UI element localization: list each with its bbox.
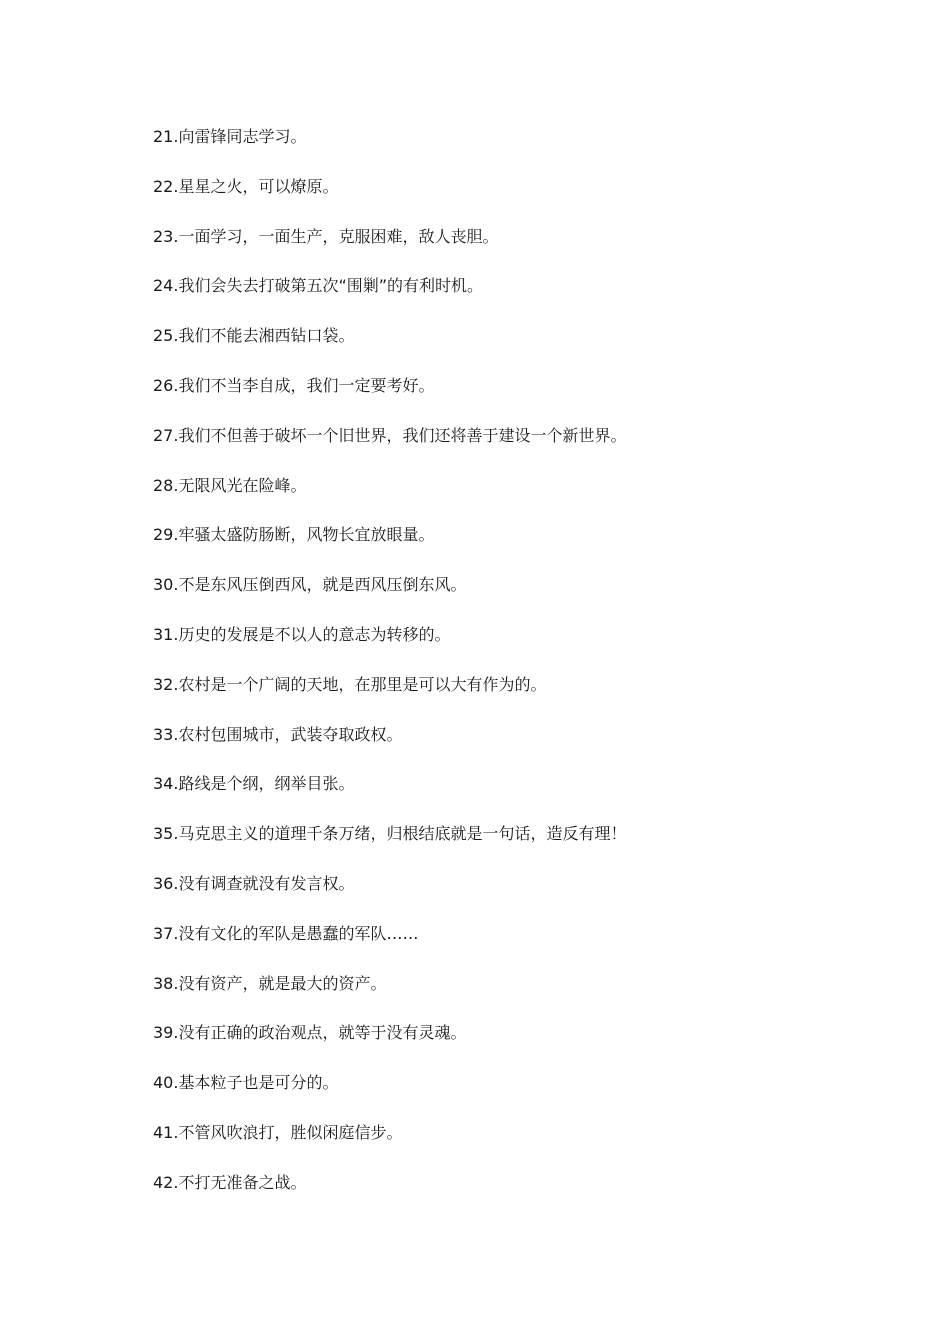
quote-line-34: 34.路线是个纲，纲举目张。 <box>153 774 355 794</box>
quote-line-22: 22.星星之火，可以燎原。 <box>153 176 339 196</box>
quote-line-38: 38.没有资产，就是最大的资产。 <box>153 973 387 993</box>
quote-line-24: 24.我们会失去打破第五次“围剿”的有利时机。 <box>153 276 484 296</box>
quote-line-32: 32.农村是一个广阔的天地，在那里是可以大有作为的。 <box>153 674 547 694</box>
quote-line-28: 28.无限风光在险峰。 <box>153 475 307 495</box>
quote-line-39: 39.没有正确的政治观点，就等于没有灵魂。 <box>153 1023 467 1043</box>
quote-line-21: 21.向雷锋同志学习。 <box>153 127 307 146</box>
quote-line-26: 26.我们不当李自成，我们一定要考好。 <box>153 375 435 395</box>
quote-line-41: 41.不管风吹浪打，胜似闲庭信步。 <box>153 1122 403 1142</box>
quote-line-23: 23.一面学习，一面生产，克服困难，敌人丧胆。 <box>153 226 499 246</box>
quote-line-40: 40.基本粒子也是可分的。 <box>153 1073 339 1093</box>
quote-line-37: 37.没有文化的军队是愚蠢的军队…… <box>153 923 419 943</box>
quote-list <box>153 124 873 1220</box>
quote-line-35: 35.马克思主义的道理千条万绪，归根结底就是一句话，造反有理！ <box>153 824 627 844</box>
quote-line-30: 30.不是东风压倒西风，就是西风压倒东风。 <box>153 575 467 595</box>
quote-line-36: 36.没有调查就没有发言权。 <box>153 873 355 893</box>
quote-line-33: 33.农村包围城市，武装夺取政权。 <box>153 724 403 744</box>
quote-line-31: 31.历史的发展是不以人的意志为转移的。 <box>153 624 451 644</box>
quote-line-25: 25.我们不能去湘西钻口袋。 <box>153 326 355 346</box>
quote-line-27: 27.我们不但善于破坏一个旧世界，我们还将善于建设一个新世界。 <box>153 425 627 445</box>
quote-line-42: 42.不打无准备之战。 <box>153 1172 307 1192</box>
quote-line-29: 29.牢骚太盛防肠断，风物长宜放眼量。 <box>153 525 435 545</box>
